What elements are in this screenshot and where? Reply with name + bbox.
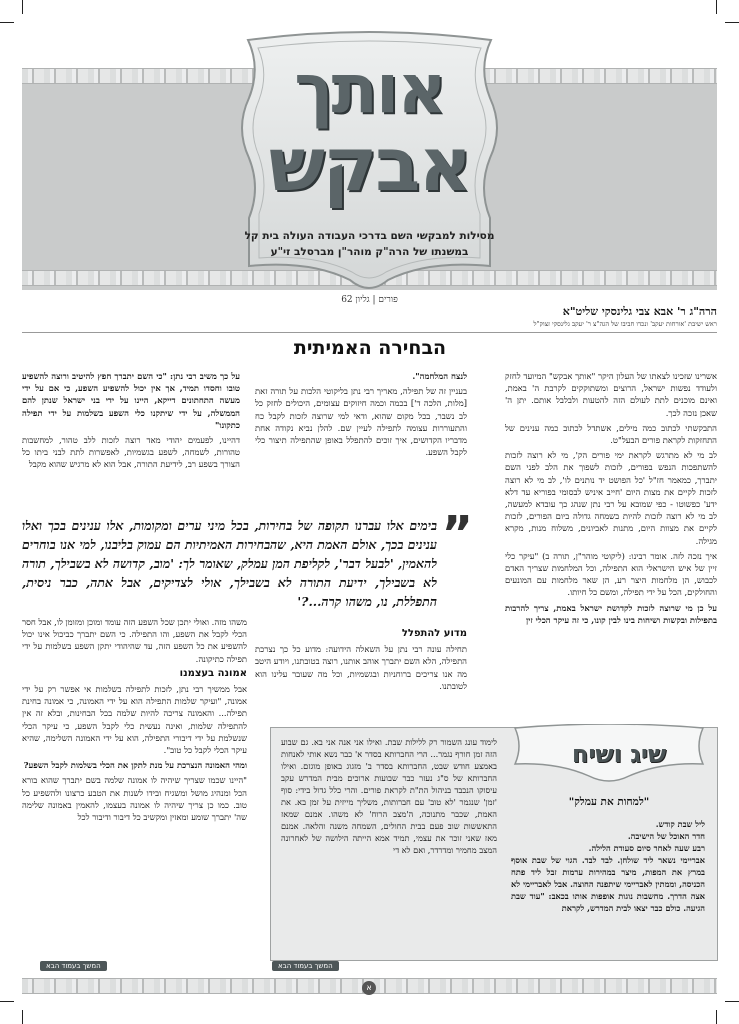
- crop-mark: [725, 22, 739, 23]
- paragraph: התבקשתי לכתוב כמה מילים, אשתדל לכתוב כמה ענינים של התחזקות לקראת פורים הבעל"ט.: [505, 422, 717, 446]
- paragraph: אשרינו שזכינו לצאתו של העלון היקר "אותך אבקש" המיועד לחזק ולעודד נפשות ישראל, הרוצים ומשתוקקים לקרבת ה' באמת, ואינם מוכנים לתת לעולם הזה להטעות ולבלבל אותם. יתן ה' שאכן נזכה לכך.: [505, 371, 717, 418]
- article-column-left: [22, 370, 240, 510]
- tagline-line2: במשנתו של הרה"ק מוהר"ן מברסלב זי"ע: [270, 246, 469, 258]
- sidebar-column-right: [511, 818, 705, 956]
- crop-mark: [716, 1010, 717, 1024]
- logo-banner: [228, 28, 511, 303]
- pull-quote: [22, 506, 473, 614]
- paragraph: בעניין זה של תפילה, מאריך רבי נתן בליקוטי הלכות על תורה זאת [מלות, הלכה ד'] בכמה וכמה חיזוקים עצומים, היכולים לחזק כל לב נשבר, בכל מקום שהוא, ודאי למי שרוצה לזכות לקבל כח והתעוררות עצומה לתפילה לעיין שם. להלן נביא נקודה אחת מדבריו הקדושים, איך זוכים להתפלל באופן שהתפילה תיצור כלי לקבל השפע.: [255, 386, 467, 458]
- sidebar-line: ליל שבת קודש.: [655, 819, 705, 829]
- author-name: הרה"ג ר' אבא צבי גלינסקי שליט"א: [562, 305, 717, 318]
- crop-mark: [0, 1001, 14, 1002]
- article-column-right: [505, 370, 717, 726]
- paragraph: על כן מי שרוצה לזכות לקדושת ישראל באמת, צריך להרבות בתפילות ובקשות ושיחות בינו לבין קונו, כי זה עיקר הכלי זין: [505, 602, 717, 625]
- paragraph: על כך משיב רבי נתן: "כי השם יתברך חפץ להיטיב ורוצה להשפיע טובו וחסדו תמיד, אך אין יכול להשפיע השפע, כי אם על ידי מעשה התחתונים דייקא, היינו על ידי בני ישראל שנתן להם הממשלה, על ידי שיתקנו כלי השפע בשלמות על ידי תפילה כתקונו": [22, 371, 240, 430]
- crop-mark: [716, 0, 717, 14]
- sidebar-line: רבע שעה לאחר סיום סעודת הלילה.: [588, 843, 705, 853]
- sidebar-line: חדר האוכל של הישיבה.: [627, 831, 705, 841]
- crop-mark: [22, 0, 23, 14]
- article-column-middle-lower: [255, 626, 467, 722]
- article-column-left-lower: [22, 616, 247, 962]
- sidebar-paragraph: אבריימי נשאר ליד שולחן. לבד לבד. הגוי של שבת אוסף במרץ את המפות, מיצר במהירות ערמות זבל ליד פתח הכניסה, וממתין לאבריימי שיתפנה החוצה. אבל לאבריימי לא אצה הדרך. מחשבות נוגות אופפות אותו בכאב: "עוד שבת הגיעה. כולם כבר יצאו לבית המדרש, לקראת: [511, 855, 705, 913]
- crop-mark: [22, 1010, 23, 1024]
- paragraph: "היינו שכמו שצריך שיהיה לו אמונה שלמה בשם יתברך שהוא בורא הכל ומנהיג מושל ומשגיח ובידו לשנות את הטבע כרצונו ולהשפיע כל טוב. כמו כן צריך שיהיה לו אמונה בעצמו, להאמין באמונה שלימה שה' יתברך שומע ומאזין ומקשיב כל דיבור ודיבור לכל: [22, 775, 247, 823]
- article-column-middle: [255, 370, 467, 510]
- sidebar-story-box: [270, 727, 718, 961]
- paragraph: לב מי לא מתרגש לקראת ימי פורים הק', מי לא רוצה לזכות להשתפכות הנפש בפורים, לזכות לשפוך את הלב לפני השם יתברך, כמאמר חז"ל 'כל הפושט יד נותנים לו', לב מי לא רוצה לזכות לקיים את מצות היום 'חייב איניש לבסומי בפוריא עד דלא ידע' כפשוטו - כפי שמובא על רבי נתן שנהג כך עובדא למעשה, לב מי לא רוצה לזכות להיות בשמחה גדולה ביום הפורים, לזכות לקיים את מצוות היום, מתנות לאביונים, משלוח מנות, מקרא מגילה.: [505, 450, 717, 546]
- continue-next-page-link[interactable]: המשך בעמוד הבא: [272, 961, 339, 971]
- paragraph: אבל ממשיך רבי נתן, לזכות לתפילה בשלמות אי אפשר רק על ידי אמונה, "ועיקר שלמות התפילה הוא על ידי האמונה, כי אמונה בחינת תפילה... והאמונה צריכה להיות שלמה בכל הבחינות, ובלא זה אין להתפילה שלמות, ואינה נעשית כלי לקבל השפע, כי עיקר הכלי שנשלמת על ידי דיבורי התפילה, הוא על ידי האמונה השלימה, שהיא עיקר הכלי לקבל כל טוב".: [22, 684, 247, 756]
- paragraph: תחילה עונה רבי נתן על השאלה הידועה: מדוע כל כך נצרכת התפילה, הלא השם יתברך אוהב אותנו, רוצה בטובתנו, ויודע היטב מה אנו צריכים ברוחניות ובגשמיות, וכל מה שעובר עלינו הוא לטובתנו.: [255, 644, 467, 691]
- logo-text-line1: אותך: [294, 50, 445, 129]
- crop-mark: [725, 1001, 739, 1002]
- page-number: א: [362, 981, 376, 995]
- pull-quote-text: בימים אלו עברנו תקופה של בחירות, בכל מיני ערים ומקומות, אלו ענינים בכך ואלו ענינים בכך, אולם האמת היא, שהבחירות האמיתיות הם עמוק בליבנו, למי אנו בוחרים להאמין, 'לבעל דבר', לקליפת המן עמלק, שאומר לך: 'מוב, קדושה לא בשבילך, תורה לא בשבילך, ידיעת התורה לא בשבילך, אולי לצדיקים, אבל אתה, כבר ניסית, התפללת, נו, משהו קרה...?': [22, 518, 437, 609]
- section-title: מדוע להתפלל: [401, 628, 467, 639]
- crop-mark: [0, 22, 14, 23]
- tagline-line1: מסילות למבקשי השם בדרכי העבודה העולה בית קל: [244, 230, 495, 242]
- article-headline: הבחירה האמיתית: [293, 337, 447, 359]
- sidebar-subtitle: "למחות את עמלק": [568, 796, 650, 808]
- issue-label: פורים | גליון 62: [341, 295, 398, 305]
- sidebar-title: שיג ושיח: [571, 740, 667, 768]
- continue-next-page-link[interactable]: המשך בעמוד הבא: [40, 961, 107, 971]
- paragraph: ומהי האמונה הנצרכת על מנת לתקן את הכלי בשלמות לקבל השפע?: [23, 760, 247, 771]
- divider: [22, 332, 717, 333]
- paragraph: לנצח המלחמה".: [412, 371, 467, 381]
- sidebar-column-left: לימוד עונג השמור רק ללילות שבת. ואילו אני אנה אני בא. גם שבוע הזה זמן חורף נגמר... הרי החברותא בסדר א' כבר נשא אותי לאנחות באמצע חודש שבט, החברותא בסדר ב' מזגוג באופן מוגזם. ואילו החברותא של ס"ג נעזר כבר שבועות ארוכים מבית המדרש עקב עיסוקו הנכבד בניהול הת"ת לקראת פורים. והרי כלל גדול בידי: סוף 'זמן' שנגמר 'לא טוב' עם חברותות, משליך מייזית על זמן בא. את האמת, שכבר מתנוכה, ה'מצב הרוח' לא משהו. אמנם שמאז התאששות שוב פעם בבית החולים, השמחה משנה והלאה. אמנם מאז שאני זוכר את עצמי, תמיד אמא הייתה הילושה של לאחרונה המצב מחמיר ומדרדר, ואם לא די: [281, 737, 497, 855]
- quote-mark-icon: ”: [441, 506, 473, 562]
- section-title: אמונה בעצמנו: [179, 667, 247, 679]
- paragraph: איך נזכה לזה. אומר רבינו: (ליקוטי מוהר"ן, תורה ב) "עיקר כלי זיין של איש הישראלי הוא התפילה, וכל המלחמות שצריך האדם לכבוש, הן מלחמות היצר רע, הן שאר מלחמות עם המונעים והחולקים, הכל על ידי תפילה, ומשם כל חיותו.: [505, 550, 717, 598]
- paragraph: משהו מזה. ואולי יתכן שכל השפע הזה עומד ומוכן ומזומן לו, אבל חסר הכלי לקבל את השפע, והו התפילה. כי השם יתברך כביכול אינו יכול להשפיע את כל השפע הזה, עד שהיהודי יתקן השפע בשלמות על ידי תפילה כתיקונה.: [22, 617, 247, 664]
- author-subtitle: ראש ישיבת 'אורחות יעקב' ונכדו חביבו של הגה"צ ר' יעקב גלינסקי זצוק"ל: [533, 320, 717, 328]
- logo-text-line2: אבקש: [268, 122, 471, 208]
- paragraph: דהיינו, לפעמים יהודי מאד רוצה לזכות ללב טהור, למחשבות טהורות, לשמחה, לשפע בגשמיות, לאפשרות לתת לבני ביתו כל הצורך בשפע רב, לידיעת התורה, אבל הוא לא מרגיש שהוא מקבל: [22, 435, 240, 470]
